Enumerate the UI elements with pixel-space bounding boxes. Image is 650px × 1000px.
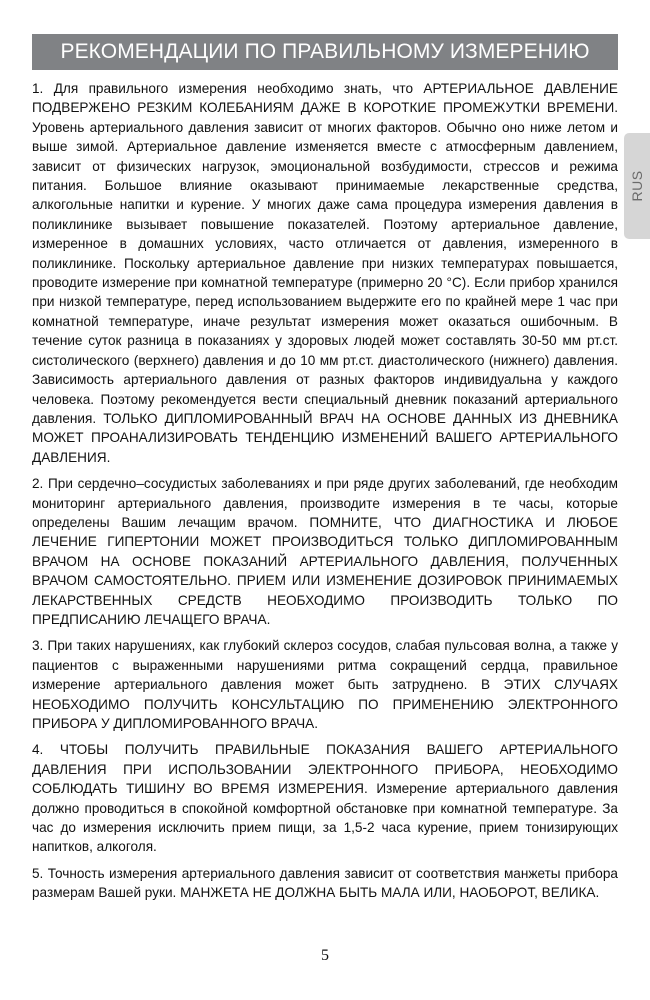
- main-content: [32, 79, 618, 910]
- paragraph-4: 4. ЧТОБЫ ПОЛУЧИТЬ ПРАВИЛЬНЫЕ ПОКАЗАНИЯ ВАШЕГО АРТЕРИАЛЬНОГО ДАВЛЕНИЯ ПРИ ИСПОЛЬЗОВАНИИ ЭЛЕКТРОННОГО ПРИБОРА, НЕОБХОДИМО СОБЛЮДАТЬ ТИШИНУ ВО ВРЕМЯ ИЗМЕРЕНИЯ. Измерение артериального давления должно проводиться в спокойной комфортной обстановке при комнатной температуре. За час до измерения исключить прием пищи, за 1,5-2 часа курение, прием тонизирующих напитков, алкоголя.: [32, 742, 618, 855]
- language-tab: [624, 133, 650, 239]
- paragraph-2: 2. При сердечно–сосудистых заболеваниях и при ряде других заболеваний, где необходим мониторинг артериального давления, производите измерения в те часы, которые определены Вашим лечащим врачом. ПОМНИТЕ, ЧТО ДИАГНОСТИКА И ЛЮБОЕ ЛЕЧЕНИЕ ГИПЕРТОНИИ МОЖЕТ ПРОИЗВОДИТЬСЯ ТОЛЬКО ДИПЛОМИРОВАННЫМ ВРАЧОМ НА ОСНОВЕ ПОКАЗАНИЙ АРТЕРИАЛЬНОГО ДАВЛЕНИЯ, ПОЛУЧЕННЫХ ВРАЧОМ САМОСТОЯТЕЛЬНО. ПРИЕМ ИЛИ ИЗМЕНЕНИЕ ДОЗИРОВОК ПРИНИМАЕМЫХ ЛЕКАРСТВЕННЫХ СРЕДСТВ НЕОБХОДИМО ПРОИЗВОДИТЬ ТОЛЬКО ПО ПРЕДПИСАНИЮ ЛЕЧАЩЕГО ВРАЧА.: [32, 476, 618, 627]
- section-heading-text: РЕКОМЕНДАЦИИ ПО ПРАВИЛЬНОМУ ИЗМЕРЕНИЮ: [60, 40, 590, 63]
- paragraph-5: 5. Точность измерения артериального давления зависит от соответствия манжеты прибора размерам Вашей руки. МАНЖЕТА НЕ ДОЛЖНА БЫТЬ МАЛА ИЛИ, НАОБОРОТ, ВЕЛИКА.: [32, 865, 618, 901]
- paragraph-3: 3. При таких нарушениях, как глубокий склероз сосудов, слабая пульсовая волна, а также у пациентов с выраженными нарушениями ритма сокращений сердца, правильное измерение артериального давления может быть затруднено. В ЭТИХ СЛУЧАЯХ НЕОБХОДИМО ПОЛУЧИТЬ КОНСУЛЬТАЦИЮ ПО ПРИМЕНЕНИЮ ЭЛЕКТРОННОГО ПРИБОРА У ДИПЛОМИРОВАННОГО ВРАЧА.: [32, 638, 618, 731]
- paragraph-1: 1. Для правильного измерения необходимо знать, что АРТЕРИАЛЬНОЕ ДАВЛЕНИЕ ПОДВЕРЖЕНО РЕЗКИМ КОЛЕБАНИЯМ ДАЖЕ В КОРОТКИЕ ПРОМЕЖУТКИ ВРЕМЕНИ. Уровень артериального давления зависит от многих факторов. Обычно оно ниже летом и выше зимой. Артериальное давление изменяется вместе с атмосферным давлением, зависит от физических нагрузок, эмоциональной возбудимости, стрессов и режима питания. Большое влияние оказывают принимаемые лекарственные средства, алкогольные напитки и курение. У многих даже сама процедура измерения давления в поликлинике вызывает повышение показателей. Поэтому артериальное давление, измеренное в домашних условиях, часто отличается от давления, измеренного в поликлинике. Поскольку артериальное давление при низких температурах повышается, проводите измерение при комнатной температуре (примерно 20 °С). Если прибор хранился при низкой температуре, перед использованием выдержите его по крайней мере 1 час при комнатной температуре, иначе результат измерения может оказаться ошибочным. В течение суток разница в показаниях у здоровых людей может составлять 30-50 мм рт.ст. систолического (верхнего) давления и до 10 мм рт.ст. диастолического (нижнего) давления. Зависимость артериального давления от разных факторов индивидуальна у каждого человека. Поэтому рекомендуется вести специальный дневник показаний артериального давления. ТОЛЬКО ДИПЛОМИРОВАННЫЙ ВРАЧ НА ОСНОВЕ ДАННЫХ ИЗ ДНЕВНИКА МОЖЕТ ПРОАНАЛИЗИРОВАТЬ ТЕНДЕНЦИЮ ИЗМЕНЕНИЙ ВАШЕГО АРТЕРИАЛЬНОГО ДАВЛЕНИЯ.: [32, 81, 618, 465]
- page-number: 5: [321, 947, 329, 964]
- section-heading: [32, 34, 618, 70]
- language-tab-label: RUS: [629, 170, 645, 202]
